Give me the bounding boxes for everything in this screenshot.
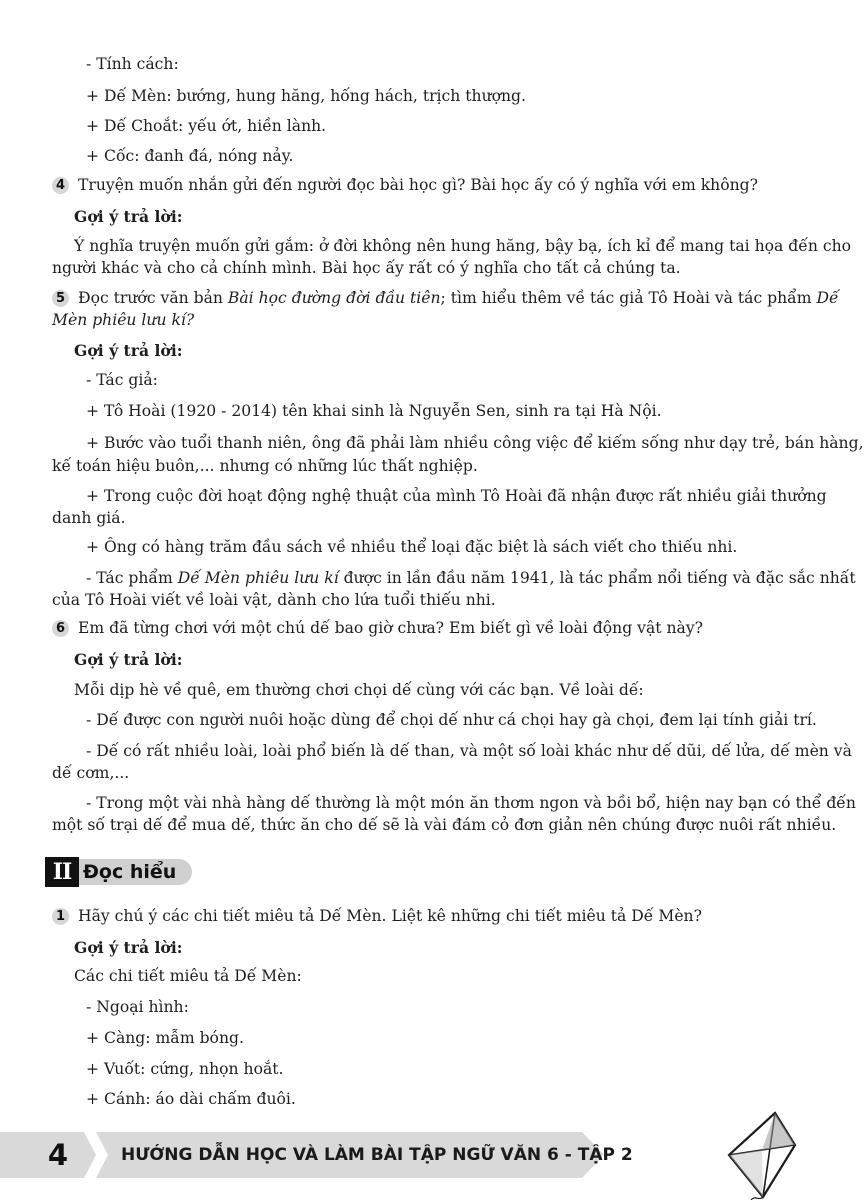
section-header (45, 857, 192, 887)
question-number-badge: 6 (52, 620, 69, 637)
question-number-badge: 5 (52, 290, 69, 307)
document-page: - Tính cách: + Dế Mèn: bướng, hung hăng, hống hách, trịch thượng. + Dế Choắt: yếu ớt, hiền lành. + Cốc: đanh đá, nóng nảy. 4 Truyện muốn nhắn gửi đến người đọc bài học gì? Bài học ấy có ý nghĩa với em không? Gợi ý trả lời: Ý nghĩa truyện muốn gửi gắm: ở đời không nên hung hăng, bậy bạ, ích kỉ để mang tai họa đến cho người khác và cho cả chính mình. Bài học ấy rất có ý nghĩa cho tất cả chúng ta. 5 Đọc trước văn bản Bài học đường đời đầu tiên; tìm hiểu thêm về tác giả Tô Hoài và tác phẩm Dế Mèn phiêu lưu kí? Gợi ý trả lời: - Tác giả: + Tô Hoài (1920 - 2014) tên khai sinh là Nguyễn Sen, sinh ra tại Hà Nội. + Bước vào tuổi thanh niên, ông đã phải làm nhiều công việc để kiếm sống như dạy trẻ, bán hàng, kế toán hiệu buôn,... nhưng có những lúc thất nghiệp. + Trong cuộc đời hoạt động nghệ thuật của mình Tô Hoài đã nhận được rất nhiều giải thưởng danh giá. + Ông có hàng trăm đầu sách về nhiều thể loại đặc biệt là sách viết cho thiếu nhi. - Tác phẩm Dế Mèn phiêu lưu kí được in lần đầu năm 1941, là tác phẩm nổi tiếng và đặc sắc nhất của Tô Hoài viết về loài vật, dành cho lứa tuổi thiếu nhi. 6 Em đã từng chơi với một chú dế bao giờ chưa? Em biết gì về loài động vật này? Gợi ý trả lời: Mỗi dịp hè về quê, em thường chơi chọi dế cùng với các bạn. Về loài dế: - Dế được con người nuôi hoặc dùng để chọi dế như cá chọi hay gà chọi, đem lại tính giải trí. - Dế có rất nhiều loài, loài phổ biến là dế than, và một số loài khác như dế dũi, dế lửa, dế mèn và dế cơm,... - Trong một vài nhà hàng dế thường là một món ăn thơm ngon và bồi bổ, hiện nay bạn có thể đến một số trại dế để mua dế, thức ăn cho dế sẽ là vài đám cỏ đơn giản nên chúng được nuôi rất nhiều. II Đọc hiểu 1 Hãy chú ý các chi tiết miêu tả Dế Mèn. Liệt kê những chi tiết miêu tả Dế Mèn? Gợi ý trả lời: Các chi tiết miêu tả Dế Mèn: - Ngoại hình: + Càng: mẫm bóng. + Vuốt: cứng, nhọn hoắt. + Cánh: áo dài chấm đuôi. 4 HƯỚNG DẪN HỌC VÀ LÀM BÀI TẬP NGỮ VĂN 6 - TẬP 2 (0, 0, 797, 1200)
section-title: Đọc hiểu (79, 859, 192, 885)
section-number: II (45, 857, 79, 887)
page-number: 4 (47, 1138, 69, 1172)
footer-title: HƯỚNG DẪN HỌC VÀ LÀM BÀI TẬP NGỮ VĂN 6 - TẬP 2 (121, 1145, 633, 1165)
question-number-badge: 4 (52, 177, 69, 194)
kite-icon (715, 1105, 797, 1200)
question-number-badge: 1 (52, 908, 69, 925)
